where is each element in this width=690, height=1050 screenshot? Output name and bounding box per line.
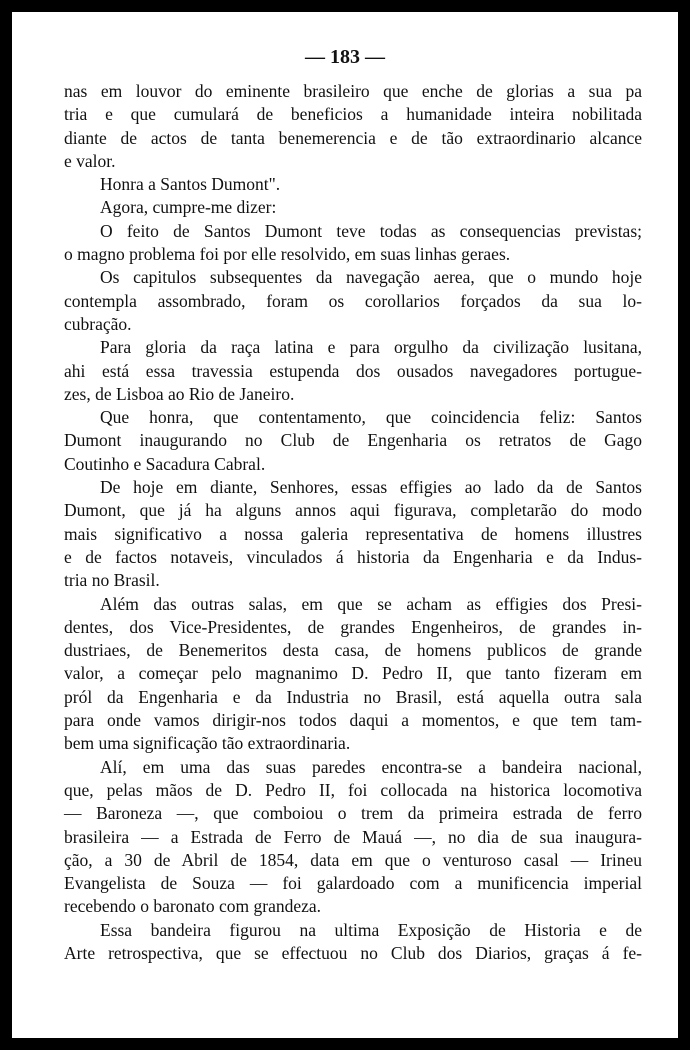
text-line: Coutinho e Sacadura Cabral. bbox=[64, 453, 266, 474]
text-line: tria e que cumulará de beneficios a humanidade inteira nobilitada bbox=[64, 104, 642, 125]
text-line: que, pelas mãos de D. Pedro II, foi collocada na historica locomotiva bbox=[64, 779, 642, 800]
text-line: valor, a começar pelo magnanimo D. Pedro II, que tanto fizeram em bbox=[64, 663, 642, 684]
text-line: tria no Brasil. bbox=[64, 570, 160, 591]
paragraph bbox=[64, 593, 642, 756]
text-line: contempla assombrado, foram os corollarios forçados da sua lo- bbox=[64, 290, 642, 311]
text-line: Que honra, que contentamento, que coincidencia feliz: Santos bbox=[100, 407, 642, 428]
text-line: nas em louvor do eminente brasileiro que enche de glorias a sua pa bbox=[64, 81, 642, 101]
text-line: ção, a 30 de Abril de 1854, data em que o venturoso casal — Irineu bbox=[64, 849, 642, 870]
paragraph bbox=[64, 756, 642, 919]
text-line: Dumont, que já ha alguns annos aqui figurava, completarão do modo bbox=[64, 500, 642, 521]
text-line: zes, de Lisboa ao Rio de Janeiro. bbox=[64, 383, 295, 404]
paragraph bbox=[64, 476, 642, 592]
text-line: De hoje em diante, Senhores, essas effigies ao lado da de Santos bbox=[100, 477, 642, 498]
paragraph bbox=[64, 406, 642, 476]
paragraph bbox=[64, 336, 642, 406]
text-line: Para gloria da raça latina e para orgulho da civilização lusitana, bbox=[100, 337, 642, 358]
book-page bbox=[12, 12, 678, 1038]
paragraph bbox=[64, 220, 642, 267]
text-line: e de factos notaveis, vinculados á historia da Engenharia e da Indus- bbox=[64, 546, 642, 567]
text-line: mais significativo a nossa galeria representativa de homens illustres bbox=[64, 523, 642, 544]
text-line: Essa bandeira figurou na ultima Exposição de Historia e de bbox=[100, 919, 642, 940]
text-line: recebendo o baronato com grandeza. bbox=[64, 896, 322, 917]
text-line: Os capitulos subsequentes da navegação aerea, que o mundo hoje bbox=[100, 267, 642, 288]
paragraph bbox=[64, 80, 642, 173]
text-line: dentes, dos Vice-Presidentes, de grandes Engenheiros, de grandes in- bbox=[64, 616, 642, 637]
text-line: pról da Engenharia e da Industria no Brasil, está aquella outra sala bbox=[64, 686, 642, 707]
text-line: Dumont inaugurando no Club de Engenharia os retratos de Gago bbox=[64, 430, 642, 451]
text-line: brasileira — a Estrada de Ferro de Mauá —, no dia de sua inaugura- bbox=[64, 826, 642, 847]
text-line: Arte retrospectiva, que se effectuou no Club dos Diarios, graças á fe- bbox=[64, 942, 642, 963]
text-line: diante de actos de tanta benemerencia e de tão extraordinario alcance bbox=[64, 127, 642, 148]
text-line: o magno problema foi por elle resolvido, em suas linhas geraes. bbox=[64, 244, 511, 265]
text-line: Agora, cumpre-me dizer: bbox=[100, 197, 277, 218]
text-line: Honra a Santos Dumont". bbox=[100, 174, 281, 195]
page-number: — 183 — bbox=[305, 46, 385, 68]
paragraph bbox=[64, 919, 642, 966]
text-line: O feito de Santos Dumont teve todas as consequencias previstas; bbox=[100, 220, 642, 241]
text-line: e valor. bbox=[64, 150, 116, 171]
paragraph bbox=[64, 266, 642, 336]
text-line: Além das outras salas, em que se acham as effigies dos Presi- bbox=[100, 593, 642, 614]
text-line: para onde vamos dirigir-nos todos daqui a momentos, e que tem tam- bbox=[64, 710, 642, 731]
text-line: dustriaes, de Benemeritos desta casa, de homens publicos de grande bbox=[64, 640, 642, 661]
paragraph bbox=[64, 173, 642, 196]
body-text bbox=[64, 80, 642, 965]
text-line: Alí, em uma das suas paredes encontra-se a bandeira nacional, bbox=[100, 756, 642, 777]
text-line: ahi está essa travessia estupenda dos ousados navegadores portugue- bbox=[64, 360, 642, 381]
paragraph bbox=[64, 196, 642, 219]
text-line: cubração. bbox=[64, 313, 132, 334]
text-line: Evangelista de Souza — foi galardoado com a munificencia imperial bbox=[64, 873, 642, 894]
text-line: — Baroneza —, que comboiou o trem da primeira estrada de ferro bbox=[64, 803, 642, 824]
text-line: bem uma significação tão extraordinaria. bbox=[64, 733, 351, 754]
